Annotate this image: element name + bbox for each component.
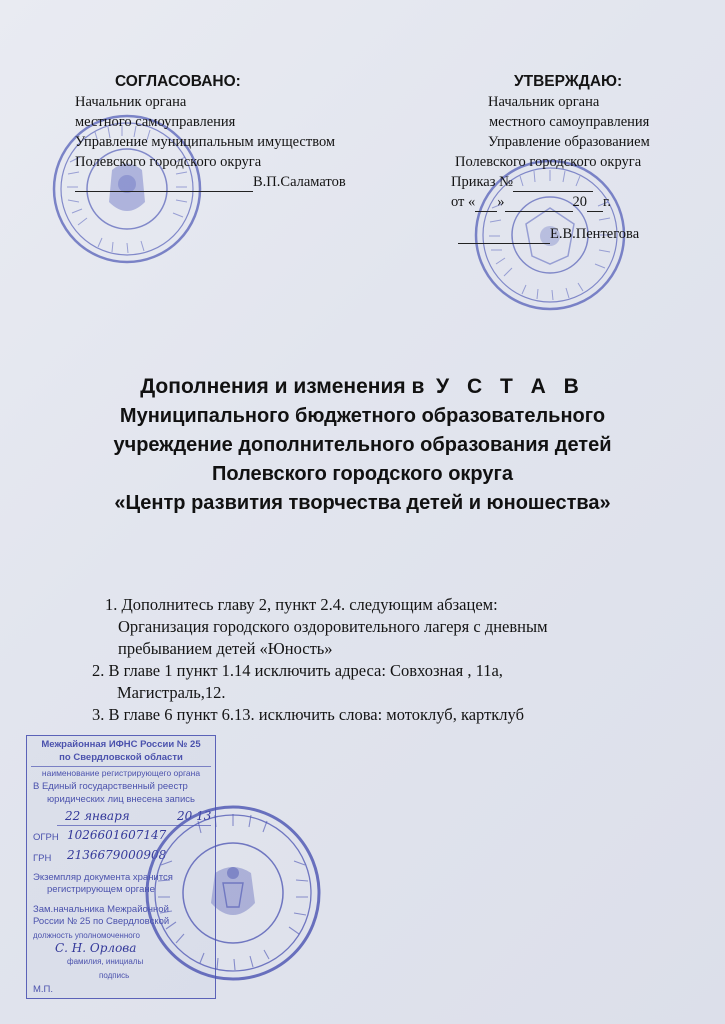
left-position-line: Полевского городского округа — [75, 154, 262, 170]
item-2-line-1: 2. В главе 1 пункт 1.14 исключить адреса: Совхозная , 11а, — [92, 661, 503, 680]
left-signatory-name: В.П.Саламатов — [253, 174, 346, 190]
item-1-line-3: пребыванием детей «Юность» — [118, 639, 333, 658]
item-1-line-2: Организация городского оздоровительного лагеря с дневным — [118, 617, 548, 636]
order-date-line — [448, 192, 650, 212]
title-charter-word: У С Т А В — [436, 375, 585, 398]
stamp-authority-line: Межрайонная ИФНС России № 25 — [41, 739, 201, 750]
approval-block-left — [75, 72, 346, 192]
stamp-text: России № 25 по Свердловской — [33, 916, 170, 927]
right-position-line: Начальник органа — [488, 94, 600, 110]
title-line-5: «Центр развития творчества детей и юношества» — [114, 492, 611, 514]
right-signature-line — [448, 224, 650, 244]
handwritten-date: 22 января — [65, 809, 130, 823]
ogrn-value: 1026601607147 — [67, 828, 167, 842]
item-2-line-2: Магистраль,12. — [117, 683, 226, 702]
date-open: от « — [451, 194, 476, 210]
left-signature-line — [75, 172, 346, 192]
stamp-caption: наименование регистрирующего органа — [41, 768, 201, 778]
stamp-caption: должность уполномоченного — [33, 931, 140, 940]
item-3-line-1: 3. В главе 6 пункт 6.13. исключить слова: мотоклуб, картклуб — [92, 705, 524, 724]
grn-value: 2136679000908 — [67, 848, 167, 862]
document-title — [40, 372, 685, 518]
order-number-line — [448, 172, 650, 192]
agreed-heading: СОГЛАСОВАНО: — [115, 73, 241, 90]
signature-underline — [75, 191, 253, 192]
approve-heading: УТВЕРЖДАЮ: — [514, 73, 623, 90]
stamp-caption: фамилия, инициалы — [67, 957, 144, 966]
title-line-2: Муниципального бюджетного образовательного — [119, 405, 606, 427]
left-position-line: Начальник органа — [75, 94, 187, 110]
day-blank — [475, 211, 497, 212]
stamp-text: Зам.начальника Межрайонной — [33, 904, 169, 915]
date-close-quote: » — [497, 194, 505, 210]
signature-underline — [458, 243, 550, 244]
title-line-3: учреждение дополнительного образования детей — [113, 434, 612, 456]
amendment-list — [92, 594, 548, 726]
item-1-line-1: 1. Дополнитесь главу 2, пункт 2.4. следующим абзацем: — [105, 595, 498, 614]
handwritten-year: 20 13 — [177, 809, 212, 823]
list-item — [92, 594, 548, 660]
title-prefix: Дополнения и изменения в — [140, 375, 425, 398]
title-line-1 — [40, 372, 685, 402]
stamp-text: регистрирующем органе — [47, 884, 155, 895]
left-position-line: Управление муниципальным имуществом — [75, 134, 336, 150]
grn-label: ГРН — [33, 853, 52, 864]
list-item — [92, 704, 548, 726]
month-blank — [505, 211, 573, 212]
order-label: Приказ № — [451, 174, 513, 190]
stamp-caption: подпись — [99, 971, 130, 980]
stamp-text: Экземпляр документа хранится — [33, 872, 173, 883]
right-position-line: местного самоуправления — [489, 114, 650, 130]
ogrn-label: ОГРН — [33, 832, 59, 843]
handwritten-signature: С. Н. Орлова — [55, 941, 137, 955]
year-blank — [587, 211, 603, 212]
right-signatory-name: Е.В.Пентегова — [550, 226, 640, 242]
list-item — [92, 660, 548, 704]
left-position-line: местного самоуправления — [75, 114, 236, 130]
date-year-suffix: г. — [603, 194, 611, 210]
stamp-authority-region: по Свердловской области — [59, 752, 183, 763]
stamp-text: юридических лиц внесена запись — [47, 794, 195, 805]
stamp-text: В Единый государственный реестр — [33, 781, 188, 792]
date-year-prefix: 20 — [572, 194, 588, 210]
right-position-line: Полевского городского округа — [455, 154, 642, 170]
title-line-4: Полевского городского округа — [212, 463, 513, 485]
approval-block-right — [448, 72, 650, 244]
round-seal-tax-service — [143, 803, 323, 983]
stamp-mp: М.П. — [33, 984, 54, 995]
right-position-line: Управление образованием — [488, 134, 650, 150]
